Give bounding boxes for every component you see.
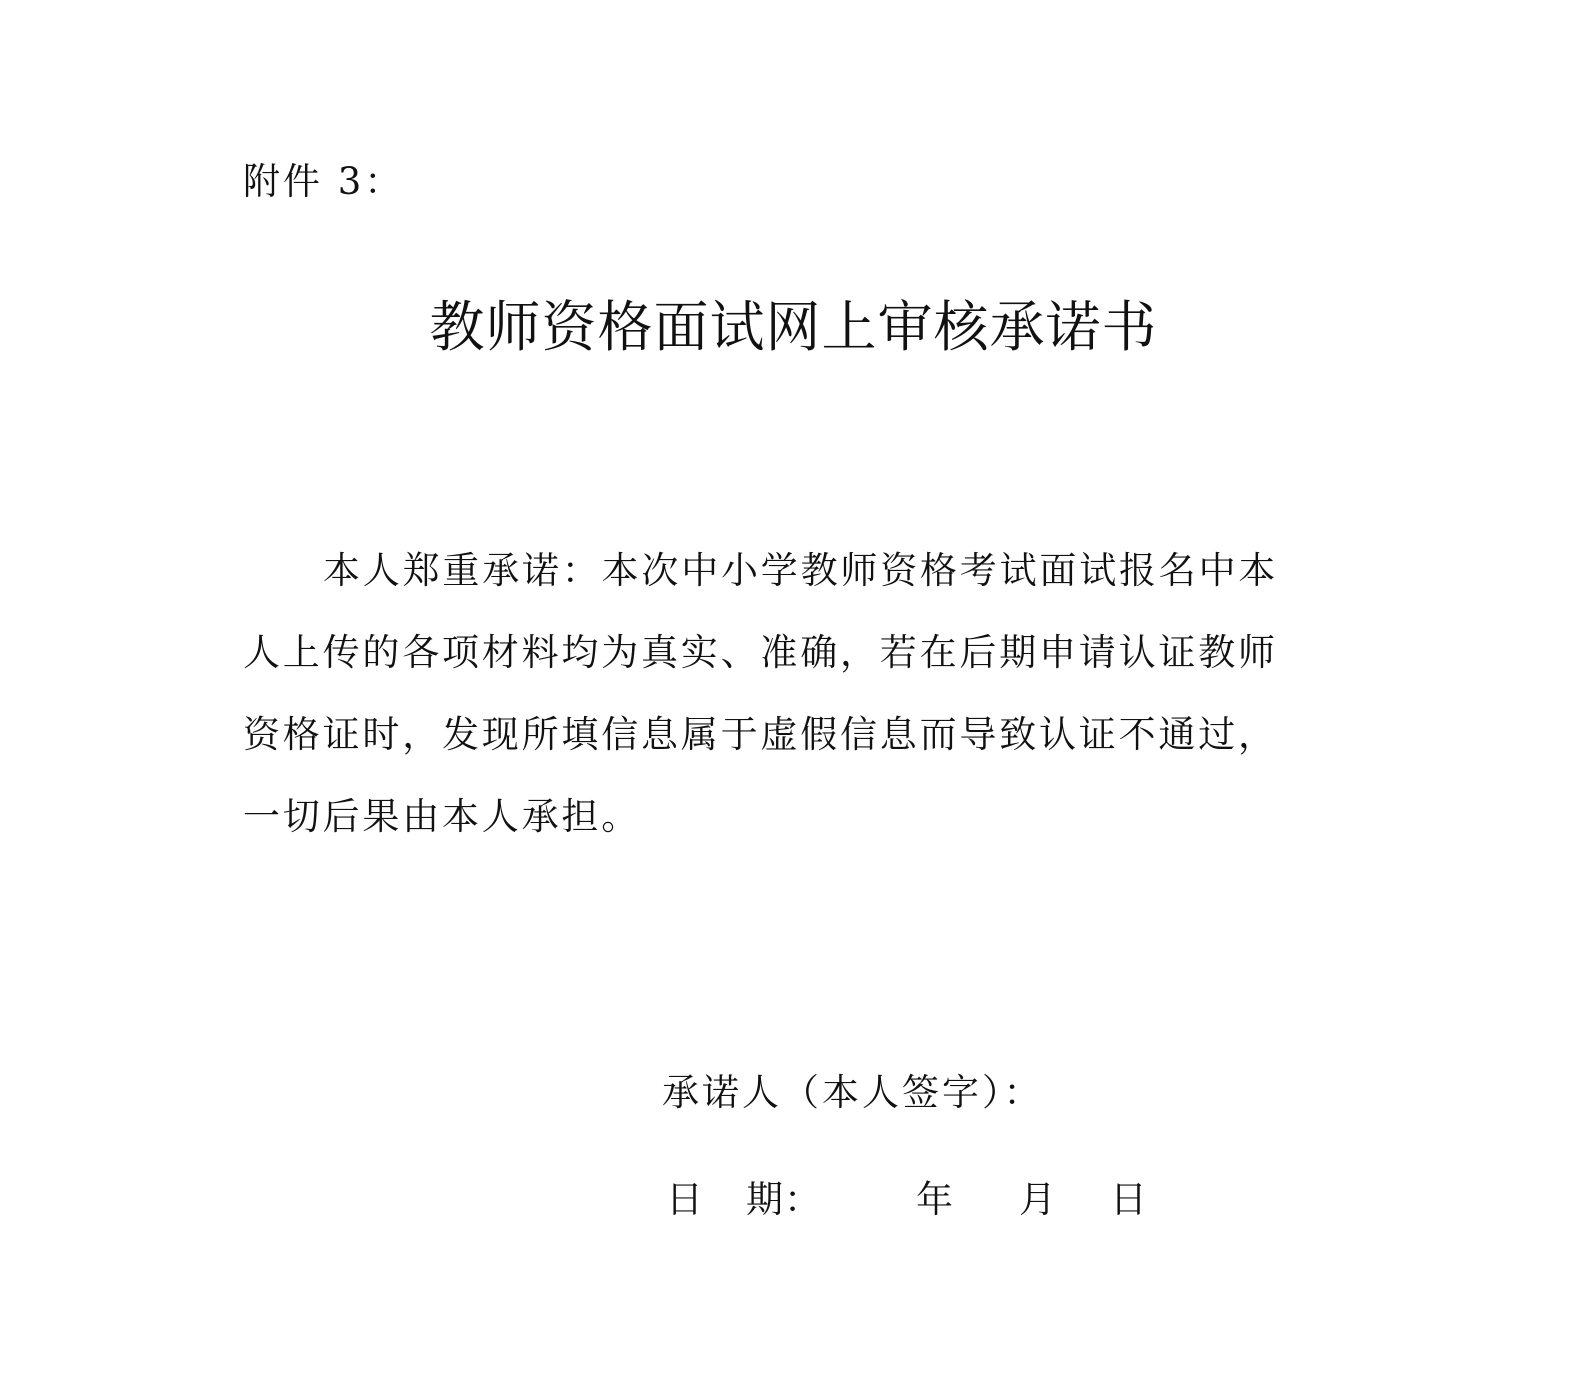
pledge-line: 资格证时，发现所填信息属于虚假信息而导致认证不通过， xyxy=(243,713,1278,756)
date-row xyxy=(666,1175,1186,1225)
date-label-qi: 期 xyxy=(746,1178,783,1221)
pledge-line: 本人郑重承诺：本次中小学教师资格考试面试报名中本 xyxy=(323,549,1279,592)
date-year-label: 年 xyxy=(916,1178,953,1221)
date-month-label: 月 xyxy=(1019,1178,1056,1221)
attachment-label: 附件 3： xyxy=(243,160,405,203)
date-label-ri: 日 xyxy=(666,1178,703,1221)
date-colon: ： xyxy=(784,1178,821,1221)
pledge-line: 人上传的各项材料均为真实、准确，若在后期申请认证教师 xyxy=(243,631,1278,674)
date-day-label: 日 xyxy=(1110,1178,1147,1221)
pledge-body xyxy=(243,546,1343,874)
signer-label: 承诺人（本人签字）： xyxy=(662,1071,1044,1114)
pledge-line: 一切后果由本人承担。 xyxy=(243,795,641,838)
document-title: 教师资格面试网上审核承诺书 xyxy=(429,295,1158,359)
